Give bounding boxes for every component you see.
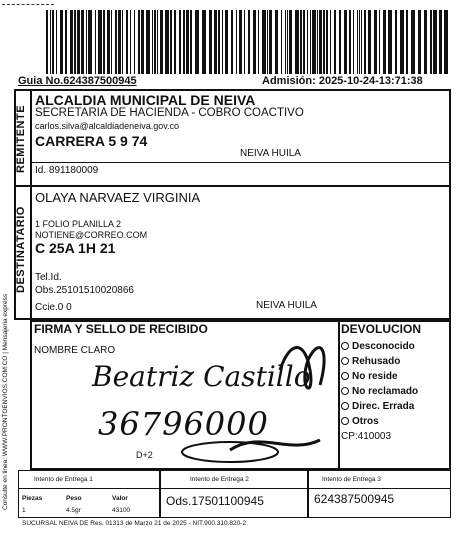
barcode-bar (165, 10, 169, 74)
barcode-bar (154, 10, 156, 74)
firma-title: FIRMA Y SELLO DE RECIBIDO (34, 322, 208, 336)
barcode-bar (353, 10, 354, 74)
valor-value: 43100 (112, 507, 131, 514)
intento-1-label: Intento de Entrega 1 (34, 476, 93, 483)
barcode-bar (244, 10, 245, 74)
intento-2-label: Intento de Entrega 2 (190, 476, 249, 483)
barcode (46, 10, 448, 76)
option-desconocido[interactable]: Desconocido (341, 339, 418, 354)
barcode-bar (295, 10, 299, 74)
barcode-bar (225, 10, 228, 74)
remitente-address: CARRERA 5 9 74 (35, 133, 148, 149)
radio-icon (341, 357, 349, 365)
barcode-bar (195, 10, 199, 74)
intento-3-label: Intento de Entrega 3 (322, 476, 381, 483)
barcode-bar (77, 10, 80, 74)
barcode-bar (126, 10, 128, 74)
barcode-bar (285, 10, 286, 74)
barcode-bar (141, 10, 144, 74)
barcode-bar (359, 10, 360, 74)
barcode-bar (248, 10, 250, 74)
barcode-bar (444, 10, 448, 74)
option-otros[interactable]: Otros (341, 414, 418, 429)
barcode-bar (269, 10, 272, 74)
barcode-bar (122, 10, 123, 74)
piezas-label: Piezas (22, 495, 43, 502)
barcode-bar (98, 10, 102, 74)
radio-icon (341, 372, 349, 380)
barcode-bar (334, 10, 336, 74)
destinatario-obs: Obs.25101510020866 (35, 285, 134, 296)
barcode-bar (202, 10, 206, 74)
option-no-reside[interactable]: No reside (341, 369, 418, 384)
devolucion-cp: CP:410003 (341, 431, 392, 442)
barcode-bar (253, 10, 256, 74)
barcode-bar (179, 10, 181, 74)
remitente-name: ALCALDIA MUNICIPAL DE NEIVA (35, 92, 256, 108)
barcode-bar (190, 10, 192, 74)
intento-1-divider (18, 488, 160, 489)
radio-icon (341, 342, 349, 350)
barcode-bar (364, 10, 366, 74)
barcode-bar (186, 10, 189, 74)
handwritten-id: 36796000 (98, 405, 269, 443)
barcode-bar (214, 10, 217, 74)
barcode-bar (439, 10, 442, 74)
barcode-bar (379, 10, 380, 74)
barcode-bar (107, 10, 110, 74)
devolucion-title: DEVOLUCION (341, 322, 422, 336)
remitente-email: carlos.silva@alcaldiadeneiva.gov.co (35, 121, 180, 131)
barcode-bar (361, 10, 362, 74)
barcode-bar (81, 10, 84, 74)
barcode-bar (152, 10, 153, 74)
barcode-bar (183, 10, 185, 74)
barcode-bar (303, 10, 305, 74)
destinatario-name: OLAYA NARVAEZ VIRGINIA (35, 190, 201, 205)
remitente-dept: SECRETARIA DE HACIENDA - COBRO COACTIVO (35, 107, 304, 119)
destinatario-email: NOTIENE@CORREO.COM (35, 230, 148, 240)
barcode-bar (307, 10, 308, 74)
barcode-bar (130, 10, 131, 74)
destinatario-tel: Tel.Id. (35, 272, 62, 283)
destinatario-folio: 1 FOLIO PLANILLA 2 (35, 219, 122, 229)
barcode-bar (157, 10, 158, 74)
option-rehusado[interactable]: Rehusado (341, 354, 418, 369)
valor-label: Valor (112, 495, 128, 502)
option-no-reclamado[interactable]: No reclamado (341, 384, 418, 399)
top-dash-line (2, 4, 54, 5)
barcode-bar (312, 10, 316, 74)
barcode-bar (56, 10, 57, 74)
barcode-bar (388, 10, 392, 74)
admision-date: Admisión: 2025-10-24-13:71:38 (262, 75, 423, 87)
barcode-bar (262, 10, 266, 74)
barcode-bar (400, 10, 404, 74)
barcode-bar (95, 10, 96, 74)
barcode-bar (310, 10, 311, 74)
barcode-bar (138, 10, 140, 74)
nombre-claro-label: NOMBRE CLARO (34, 345, 116, 356)
barcode-bar (319, 10, 322, 74)
barcode-bar (317, 10, 318, 74)
barcode-bar (209, 10, 212, 74)
barcode-bar (231, 10, 233, 74)
barcode-bar (430, 10, 432, 74)
side-website-text: Consulte en linea: WWW.PRONTOENVIOS.COM.CO | Mensajeria express (2, 293, 9, 510)
guia-number: Guia No.624387500945 (18, 75, 137, 87)
barcode-bar (65, 10, 67, 74)
barcode-bar (46, 10, 48, 74)
barcode-bar (326, 10, 328, 74)
barcode-bar (70, 10, 73, 74)
peso-value: 4.5gr (66, 507, 81, 514)
barcode-bar (339, 10, 341, 74)
barcode-bar (368, 10, 371, 74)
barcode-bar (411, 10, 415, 74)
barcode-bar (267, 10, 268, 74)
remitente-id-line (30, 162, 451, 163)
footer-text: SUCURSAL NEIVA DE Res. 01313 de Marzo 21 de 2025 - NIT.900.310.820-2 (22, 520, 247, 527)
barcode-bar (406, 10, 408, 74)
radio-icon (341, 402, 349, 410)
barcode-bar (281, 10, 282, 74)
barcode-bar (275, 10, 278, 74)
barcode-bar (344, 10, 347, 74)
piezas-value: 1 (22, 507, 26, 514)
barcode-bar (236, 10, 237, 74)
destinatario-label: DESTINATARIO (15, 206, 27, 294)
barcode-bar (50, 10, 51, 74)
barcode-bar (300, 10, 302, 74)
barcode-bar (118, 10, 121, 74)
barcode-bar (134, 10, 135, 74)
barcode-bar (383, 10, 386, 74)
barcode-bar (218, 10, 220, 74)
barcode-bar (88, 10, 92, 74)
barcode-bar (111, 10, 112, 74)
option-direc-errada[interactable]: Direc. Errada (341, 399, 418, 414)
guia-number-bottom: 624387500945 (314, 492, 395, 506)
barcode-bar (74, 10, 76, 74)
ods-number: Ods.17501100945 (166, 494, 264, 508)
remitente-city: NEIVA HUILA (240, 148, 301, 159)
barcode-bar (60, 10, 63, 74)
destinatario-city: NEIVA HUILA (256, 300, 317, 311)
barcode-bar (174, 10, 176, 74)
radio-icon (341, 387, 349, 395)
barcode-bar (349, 10, 351, 74)
handwritten-name: Beatriz Castillo (92, 360, 311, 393)
barcode-bar (395, 10, 397, 74)
barcode-bar (374, 10, 377, 74)
barcode-bar (146, 10, 150, 74)
barcode-bar (287, 10, 288, 74)
barcode-bar (289, 10, 292, 74)
barcode-bar (239, 10, 242, 74)
barcode-bar (357, 10, 358, 74)
barcode-bar (103, 10, 105, 74)
remitente-divider (30, 89, 32, 187)
barcode-bar (424, 10, 427, 74)
barcode-bar (160, 10, 163, 74)
barcode-bar (330, 10, 331, 74)
barcode-bar (258, 10, 259, 74)
barcode-bar (115, 10, 117, 74)
barcode-bar (170, 10, 172, 74)
radio-icon (341, 417, 349, 425)
destinatario-divider (30, 185, 32, 320)
barcode-bar (222, 10, 223, 74)
remitente-label: REMITENTE (15, 104, 27, 174)
barcode-bar (418, 10, 421, 74)
destinatario-ccie: Ccie.0 0 (35, 302, 72, 313)
peso-label: Peso (66, 495, 82, 502)
signature-scribble (170, 330, 340, 470)
barcode-bar (433, 10, 437, 74)
barcode-bar (323, 10, 325, 74)
remitente-id: Id. 891180009 (35, 165, 99, 176)
barcode-bar (86, 10, 87, 74)
barcode-bar (52, 10, 54, 74)
destinatario-address: C 25A 1H 21 (35, 240, 116, 256)
devolucion-options (341, 339, 418, 444)
d2-label: D+2 (136, 450, 153, 460)
